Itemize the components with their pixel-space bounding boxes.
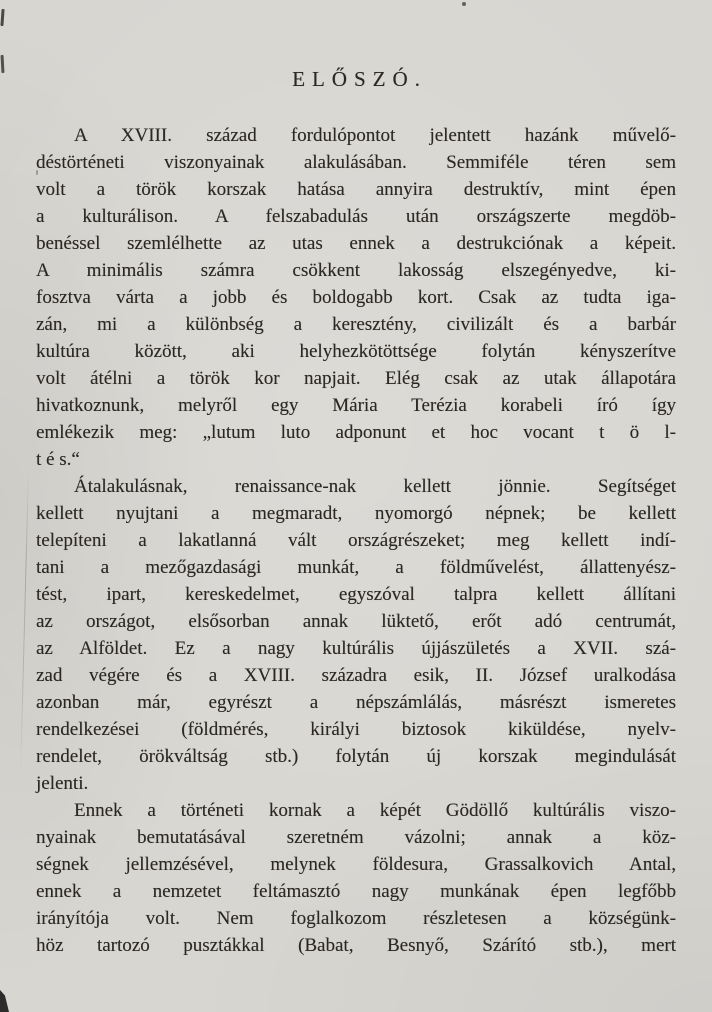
text-line: a kulturálison. A felszabadulás után országszerte megdöb- [36,206,676,227]
text-line: telepíteni a lakatlanná vált országrészeket; meg kellett indí- [36,530,676,551]
text-line: t é s.“ [36,449,80,470]
text-line: irányítója volt. Nem foglalkozom részletesen a községünk- [36,908,676,929]
page-title: ELŐSZÓ. [292,67,427,91]
text-line: déstörténeti viszonyainak alakulásában. Semmiféle téren sem [36,152,676,173]
text-line: az Alföldet. Ez a nagy kultúrális újjászületés a XVII. szá- [36,638,676,659]
text-line: volt a török korszak hatása annyira destruktív, mint épen [36,179,676,200]
text-line: Ennek a történeti kornak a képét Gödöllő kultúrális viszo- [74,800,676,821]
text-line: tani a mezőgazdasági munkát, a földművelést, állattenyész- [36,557,676,578]
scan-speck [0,9,4,26]
scan-speck [1,55,5,73]
text-line: höz tartozó pusztákkal (Babat, Besnyő, Szárító stb.), mert [36,935,676,956]
scan-crease [20,468,29,778]
text-line: A minimális számra csökkent lakosság elszegényedve, ki- [36,260,676,281]
text-line: tést, ipart, kereskedelmet, egyszóval talpra kellett állítani [36,584,676,605]
text-line: az országot, elsősorban annak lüktető, erőt adó centrumát, [36,611,676,632]
scan-speck [462,2,466,6]
text-line: emlékezik meg: „lutum luto adponunt et hoc vocant t ö l- [36,422,676,443]
text-line: kultúra között, aki helyhezkötöttsége folytán kényszerítve [36,341,676,362]
text-line: kellett nyujtani a megmaradt, nyomorgó népnek; be kellett [36,503,676,524]
text-line: A XVIII. század fordulópontot jelentett hazánk művelő- [74,125,676,146]
text-line: rendelkezései (földmérés, királyi biztosok kiküldése, nyelv- [36,719,676,740]
text-line: nyainak bemutatásával szeretném vázolni; annak a köz- [36,827,676,848]
text-line: fosztva várta a jobb és boldogabb kort. Csak az tudta iga- [36,287,676,308]
paragraph [36,473,676,797]
text-line: ennek a nemzetet feltámasztó nagy munkának épen legfőbb [36,881,676,902]
text-line: jelenti. [36,773,89,794]
text-line: volt átélni a török kor napjait. Elég csak az utak állapotára [36,368,676,389]
paragraph [36,122,676,473]
text-body [36,122,676,959]
text-line: benéssel szemlélhette az utas ennek a destrukciónak a képeit. [36,233,676,254]
text-line: azonban már, egyrészt a népszámlálás, másrészt ismeretes [36,692,676,713]
scan-speck [36,170,38,175]
text-line: zán, mi a különbség a keresztény, civilizált és a barbár [36,314,676,335]
text-line: zad végére és a XVIII. századra esik, II. József uralkodása [36,665,676,686]
text-line: hivatkoznunk, melyről egy Mária Terézia korabeli író így [36,395,676,416]
text-line: ségnek jellemzésével, melynek földesura, Grassalkovich Antal, [36,854,676,875]
paragraph [36,797,676,959]
scan-corner-mark [0,990,9,1012]
text-line: rendelet, örökváltság stb.) folytán új korszak megindulását [36,746,676,767]
text-line: Átalakulásnak, renaissance-nak kellett jönnie. Segítséget [74,476,676,497]
